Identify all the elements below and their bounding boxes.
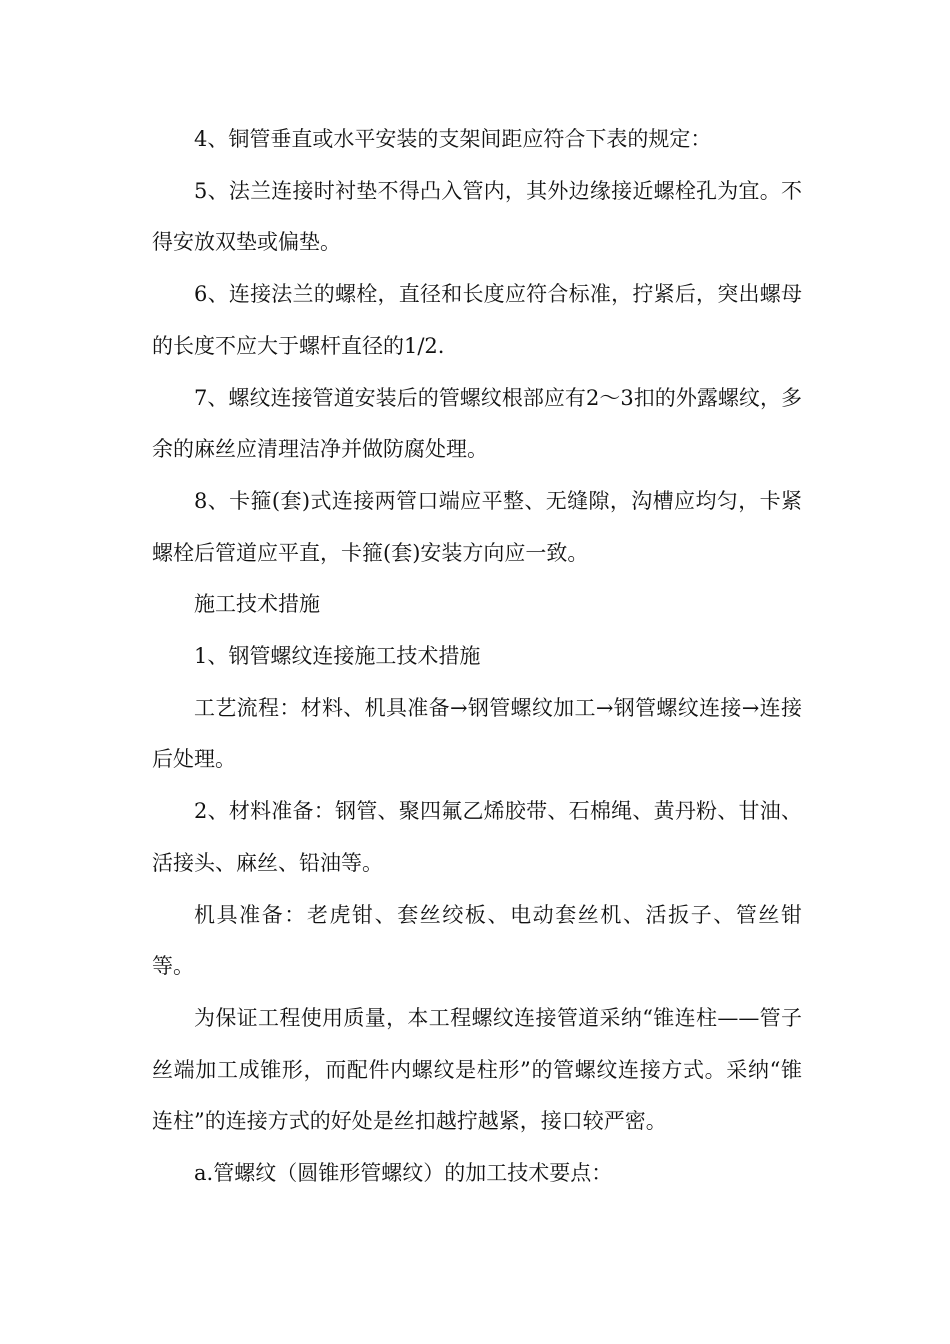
paragraph-flange-bolts: 6、连接法兰的螺栓，直径和长度应符合标准，拧紧后，突出螺母的长度不应大于螺杆直径的1/2. [152,282,802,358]
paragraph-clamp-connection: 8、卡箍(套)式连接两管口端应平整、无缝隙，沟槽应均匀，卡紧螺栓后管道应平直，卡箍(套)安装方向应一致。 [152,488,802,565]
section-heading-construction-measures: 施工技术措施 [194,592,320,617]
paragraph-flange-gasket: 5、法兰连接时衬垫不得凸入管内，其外边缘接近螺栓孔为宜。不得安放双垫或偏垫。 [152,178,802,255]
document-body [152,114,802,1200]
paragraph-quality-method: 为保证工程使用质量，本工程螺纹连接管道采纳“锥连柱——管子丝端加工成锥形，而配件内螺纹是柱形”的管螺纹连接方式。采纳“锥连柱”的连接方式的好处是丝扣越拧越紧，接口较严密。 [152,1005,802,1134]
paragraph-thread-connection: 7、螺纹连接管道安装后的管螺纹根部应有2～3扣的外露螺纹，多余的麻丝应清理洁净并做防腐处理。 [152,385,802,462]
paragraph-material-prep: 2、材料准备：钢管、聚四氟乙烯胶带、石棉绳、黄丹粉、甘油、活接头、麻丝、铅油等。 [152,799,802,875]
paragraph-process-flow: 工艺流程：材料、机具准备→钢管螺纹加工→钢管螺纹连接→连接后处理。 [152,695,802,772]
paragraph-thread-processing-points: a.管螺纹（圆锥形管螺纹）的加工技术要点： [194,1161,613,1186]
subheading-threaded-steel-pipe: 1、钢管螺纹连接施工技术措施 [194,644,481,669]
paragraph-tool-prep: 机具准备：老虎钳、套丝绞板、电动套丝机、活扳子、管丝钳等。 [152,902,802,979]
paragraph-support-spacing: 4、铜管垂直或水平安装的支架间距应符合下表的规定： [194,127,712,151]
